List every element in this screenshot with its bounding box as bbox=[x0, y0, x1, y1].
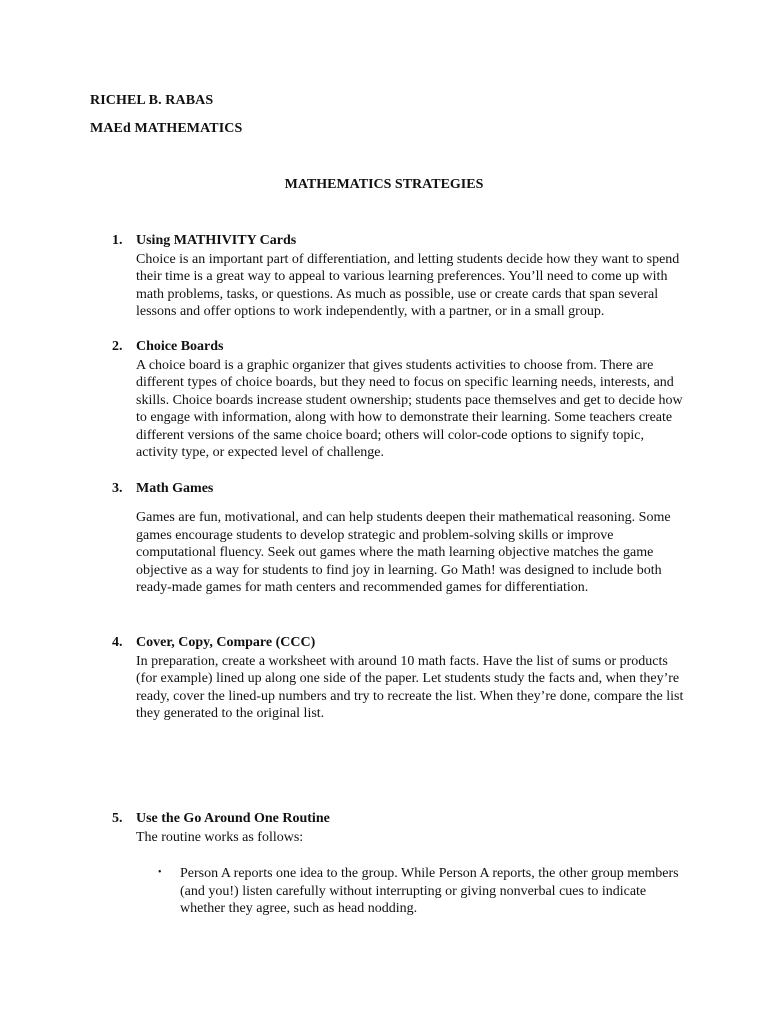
item-heading: Using MATHIVITY Cards bbox=[136, 233, 297, 248]
item-text-line: Choice is an important part of differentiation, and letting students decide how they want to spend bbox=[136, 252, 680, 267]
item-text-line: (for example) lined up along one side of the paper. Let students study the facts and, when they’re bbox=[136, 671, 680, 686]
item-text-line: computational fluency. Seek out games where the math learning objective matches the game bbox=[136, 545, 654, 560]
item-text-line: ready, cover the lined-up numbers and try to recreate the list. When they’re done, compare the list bbox=[136, 689, 684, 704]
document-title: MATHEMATICS STRATEGIES bbox=[284, 177, 484, 192]
item-text-line: In preparation, create a worksheet with around 10 math facts. Have the list of sums or products bbox=[136, 654, 668, 669]
item-number: 5. bbox=[112, 811, 123, 826]
item-text-line: their time is a great way to appeal to various learning preferences. You’ll need to come up with bbox=[136, 269, 668, 284]
bullet-text-line: whether they agree, such as head nodding. bbox=[180, 901, 418, 916]
item-number: 4. bbox=[112, 635, 123, 650]
item-text-line: activity type, or expected level of challenge. bbox=[136, 445, 385, 460]
item-text-line: Games are fun, motivational, and can help students deepen their mathematical reasoning. Some bbox=[136, 510, 671, 525]
item-text-line: skills. Choice boards increase student ownership; students pace themselves and get to decide how bbox=[136, 393, 683, 408]
item-number: 3. bbox=[112, 481, 123, 496]
item-heading: Use the Go Around One Routine bbox=[136, 811, 330, 826]
item-text-line: they generated to the original list. bbox=[136, 706, 325, 721]
item-text-line: different versions of the same choice board; others will color-code options to signify topic, bbox=[136, 428, 644, 443]
item-text-line: lessons and offer options to work independently, with a partner, or in a small group. bbox=[136, 304, 605, 319]
item-number: 2. bbox=[112, 339, 123, 354]
author-program: MAEd MATHEMATICS bbox=[90, 121, 243, 136]
author-name: RICHEL B. RABAS bbox=[90, 93, 214, 108]
item-text-line: math problems, tasks, or questions. As much as possible, use or create cards that span several bbox=[136, 287, 659, 302]
item-heading: Choice Boards bbox=[136, 339, 224, 354]
item-text-line: different types of choice boards, but they need to focus on specific learning needs, interests, and bbox=[136, 375, 674, 390]
item-text-line: ready-made games for math centers and recommended games for differentiation. bbox=[136, 580, 589, 595]
item-heading: Cover, Copy, Compare (CCC) bbox=[136, 635, 316, 650]
item-heading: Math Games bbox=[136, 481, 214, 496]
bullet-marker: • bbox=[158, 867, 162, 878]
item-text-line: objective as a way for students to find joy in learning. Go Math! was designed to include both bbox=[136, 563, 662, 578]
item-text-line: A choice board is a graphic organizer that gives students activities to choose from. There are bbox=[136, 358, 654, 373]
bullet-text-line: (and you!) listen carefully without interrupting or giving nonverbal cues to indicate bbox=[180, 884, 647, 899]
item-text-line: to engage with information, along with how to demonstrate their learning. Some teachers create bbox=[136, 410, 673, 425]
bullet-text-line: Person A reports one idea to the group. While Person A reports, the other group members bbox=[180, 866, 679, 881]
item-text-line: games encourage students to develop strategic and problem-solving skills or improve bbox=[136, 528, 614, 543]
item-text-line: The routine works as follows: bbox=[136, 830, 304, 845]
item-number: 1. bbox=[112, 233, 123, 248]
